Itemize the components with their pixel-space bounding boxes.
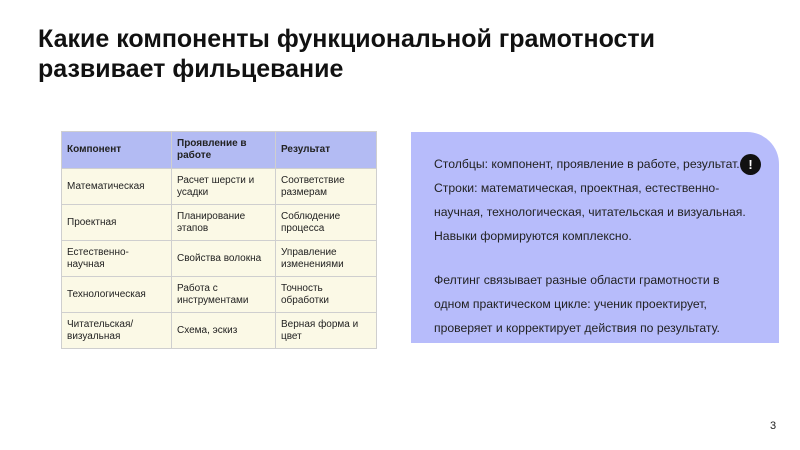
summary-line: Навыки формируются комплексно. bbox=[434, 229, 632, 243]
table-cell: Читательская/ визуальная bbox=[62, 313, 172, 349]
header-result: Результат bbox=[276, 132, 377, 169]
table-cell: Верная форма и цвет bbox=[276, 313, 377, 349]
table-cell: Управление изменениями bbox=[276, 241, 377, 277]
summary-panel bbox=[411, 132, 779, 343]
paragraph-gap bbox=[434, 248, 772, 268]
table-row bbox=[62, 241, 377, 277]
table-cell: Свойства волокна bbox=[172, 241, 276, 277]
table-row bbox=[62, 277, 377, 313]
slide-title-line-1: Какие компоненты функциональной грамотности bbox=[38, 25, 656, 53]
literacy-components-table bbox=[61, 131, 377, 349]
summary-line: научная, технологическая, читательская и визуальная. bbox=[434, 205, 746, 219]
summary-line: Столбцы: компонент, проявление в работе, результат. bbox=[434, 157, 740, 171]
table-cell: Расчет шерсти и усадки bbox=[172, 169, 276, 205]
header-manifestation: Проявление в работе bbox=[172, 132, 276, 169]
table-cell: Точность обработки bbox=[276, 277, 377, 313]
table-cell: Проектная bbox=[62, 205, 172, 241]
page-number: 3 bbox=[770, 420, 777, 432]
table-cell: Соответствие размерам bbox=[276, 169, 377, 205]
table-cell: Планирование этапов bbox=[172, 205, 276, 241]
summary-line: Строки: математическая, проектная, естественно- bbox=[434, 181, 720, 195]
table-cell: Работа с инструментами bbox=[172, 277, 276, 313]
summary-line: Фелтинг связывает разные области грамотности в bbox=[434, 273, 720, 287]
table-cell: Схема, эскиз bbox=[172, 313, 276, 349]
summary-line: одном практическом цикле: ученик проектирует, bbox=[434, 297, 707, 311]
header-component: Компонент bbox=[62, 132, 172, 169]
table-row bbox=[62, 205, 377, 241]
table-row bbox=[62, 313, 377, 349]
slide-title-line-2: развивает фильцевание bbox=[38, 55, 344, 83]
exclamation-icon: ! bbox=[740, 154, 761, 175]
table-header-row bbox=[62, 132, 377, 169]
table-cell: Соблюдение процесса bbox=[276, 205, 377, 241]
slide-title bbox=[38, 24, 738, 84]
summary-line: проверяет и корректирует действия по результату. bbox=[434, 321, 720, 335]
table-cell: Технологическая bbox=[62, 277, 172, 313]
table-cell: Математическая bbox=[62, 169, 172, 205]
table-row bbox=[62, 169, 377, 205]
summary-text bbox=[434, 152, 772, 340]
table-cell: Естественно-научная bbox=[62, 241, 172, 277]
